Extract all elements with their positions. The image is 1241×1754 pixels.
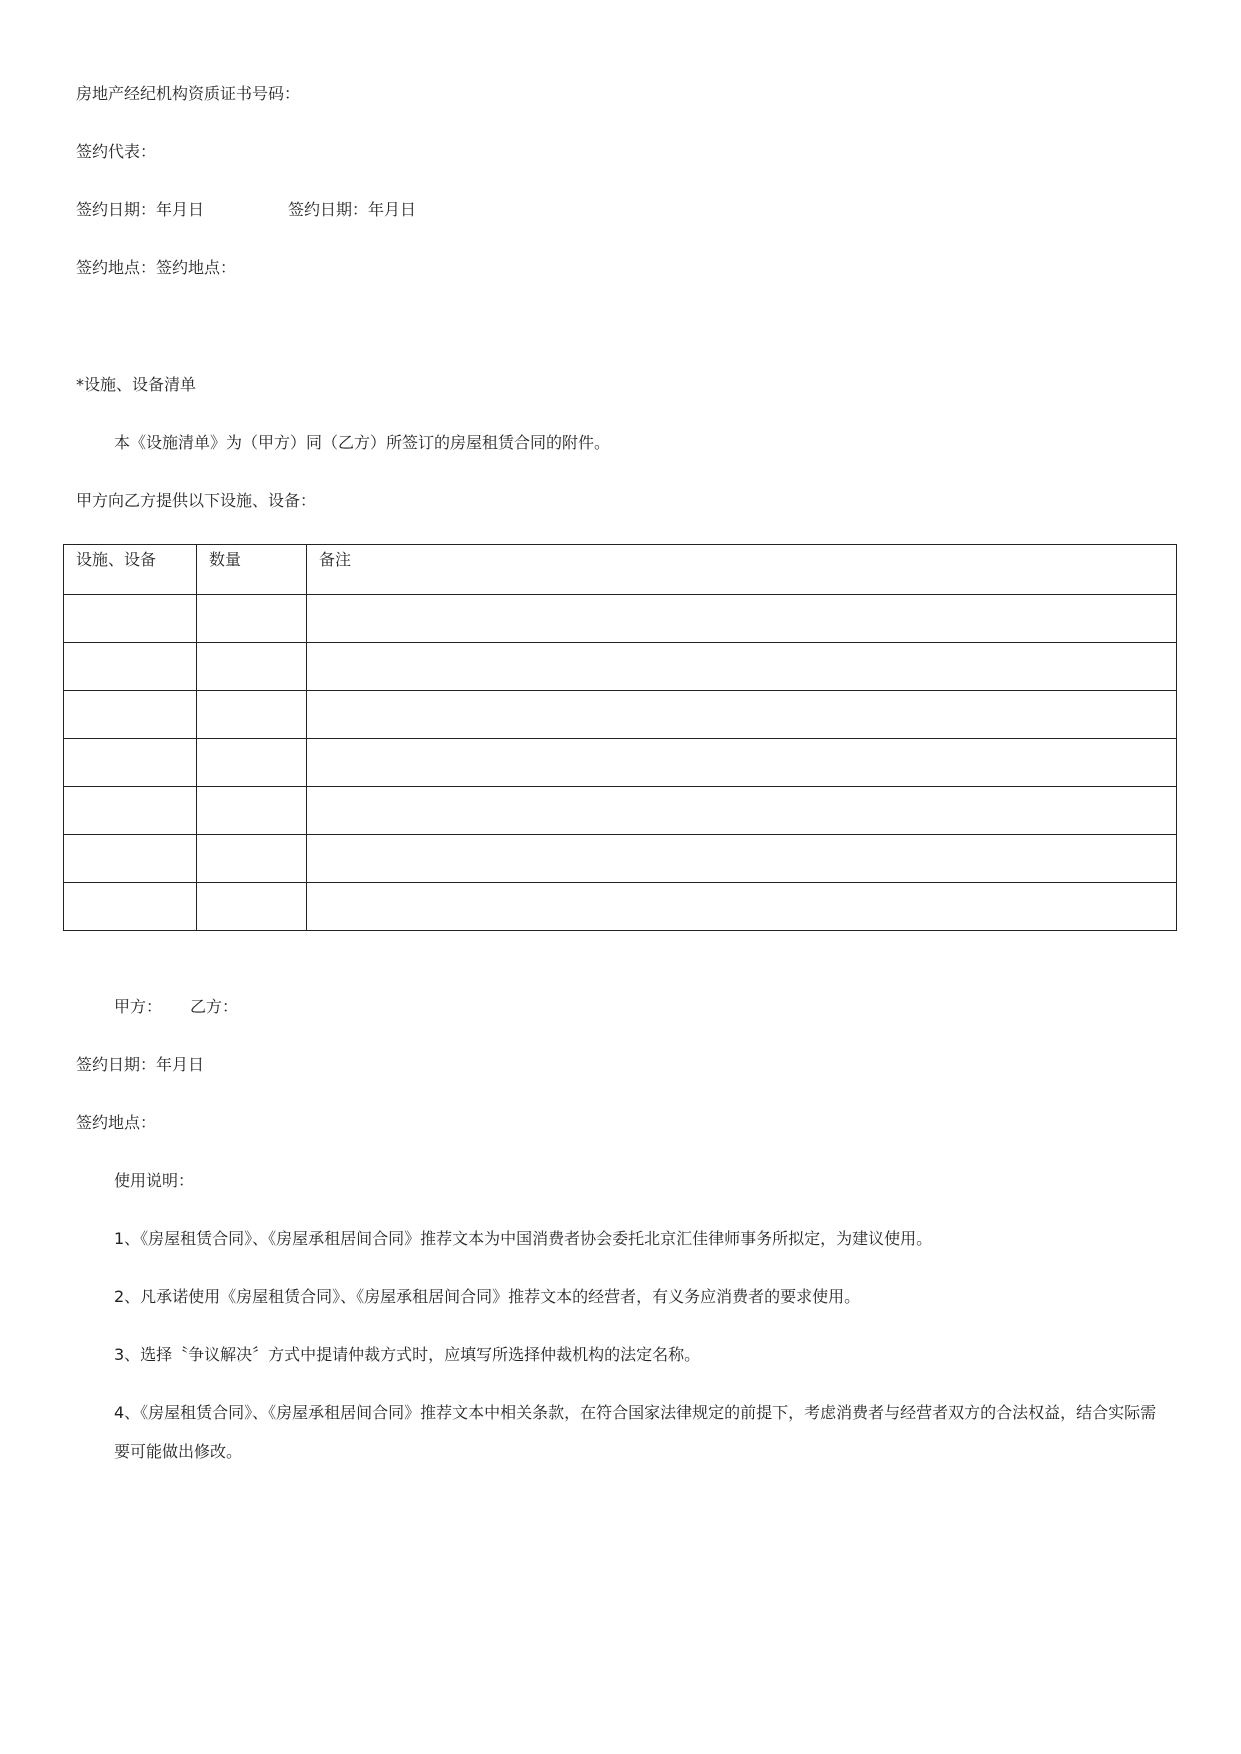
header-quantity: 数量 xyxy=(197,545,307,595)
table-row xyxy=(64,883,1177,931)
cell-remarks xyxy=(307,739,1177,787)
signing-representative-line: 签约代表： xyxy=(76,142,157,161)
cell-remarks xyxy=(307,595,1177,643)
cell-facility xyxy=(64,643,197,691)
cell-remarks xyxy=(307,787,1177,835)
cell-facility xyxy=(64,739,197,787)
cell-facility xyxy=(64,691,197,739)
table-row xyxy=(64,787,1177,835)
cell-quantity xyxy=(197,883,307,931)
table-row xyxy=(64,691,1177,739)
cell-quantity xyxy=(197,835,307,883)
appendix-intro: 本《设施清单》为（甲方）同（乙方）所签订的房屋租赁合同的附件。 xyxy=(114,433,611,452)
cell-facility xyxy=(64,883,197,931)
header-facility: 设施、设备 xyxy=(64,545,197,595)
instructions-title: 使用说明： xyxy=(114,1171,195,1190)
cell-quantity xyxy=(197,787,307,835)
signature-party-b: 乙方： xyxy=(190,997,239,1016)
cell-quantity xyxy=(197,739,307,787)
cell-remarks xyxy=(307,835,1177,883)
table-row xyxy=(64,595,1177,643)
instruction-item-2: 2、凡承诺使用《房屋租赁合同》、《房屋承租居间合同》推荐文本的经营者，有义务应消费者的要求使用。 xyxy=(114,1287,861,1306)
instruction-item-4: 4、《房屋租赁合同》、《房屋承租居间合同》推荐文本中相关条款，在符合国家法律规定的前提下，考虑消费者与经营者双方的合法权益，结合实际需要可能做出修改。 xyxy=(114,1403,1157,1461)
cell-quantity xyxy=(197,643,307,691)
agency-certificate-line: 房地产经纪机构资质证书号码： xyxy=(76,84,301,103)
facilities-table xyxy=(63,544,1177,931)
cell-quantity xyxy=(197,691,307,739)
cell-quantity xyxy=(197,595,307,643)
cell-facility xyxy=(64,787,197,835)
signing-date-a: 签约日期：年月日 xyxy=(76,200,205,219)
table-row xyxy=(64,643,1177,691)
signing-date-b: 签约日期：年月日 xyxy=(288,200,417,219)
instruction-item-1: 1、《房屋租赁合同》、《房屋承租居间合同》推荐文本为中国消费者协会委托北京汇佳律师事务所拟定，为建议使用。 xyxy=(114,1229,933,1248)
table-row xyxy=(64,739,1177,787)
signature-date: 签约日期：年月日 xyxy=(76,1055,205,1074)
table-row xyxy=(64,835,1177,883)
header-remarks: 备注 xyxy=(307,545,1177,595)
signature-party-a: 甲方： xyxy=(114,997,163,1016)
cell-facility xyxy=(64,595,197,643)
cell-remarks xyxy=(307,883,1177,931)
cell-remarks xyxy=(307,691,1177,739)
instruction-item-3: 3、选择〝争议解决〞方式中提请仲裁方式时，应填写所选择仲裁机构的法定名称。 xyxy=(114,1345,701,1364)
signature-place: 签约地点： xyxy=(76,1113,157,1132)
appendix-title: *设施、设备清单 xyxy=(76,375,197,394)
appendix-provide-line: 甲方向乙方提供以下设施、设备： xyxy=(76,491,317,510)
cell-facility xyxy=(64,835,197,883)
signing-place-line: 签约地点：签约地点： xyxy=(76,258,237,277)
cell-remarks xyxy=(307,643,1177,691)
table-header-row xyxy=(64,545,1177,595)
